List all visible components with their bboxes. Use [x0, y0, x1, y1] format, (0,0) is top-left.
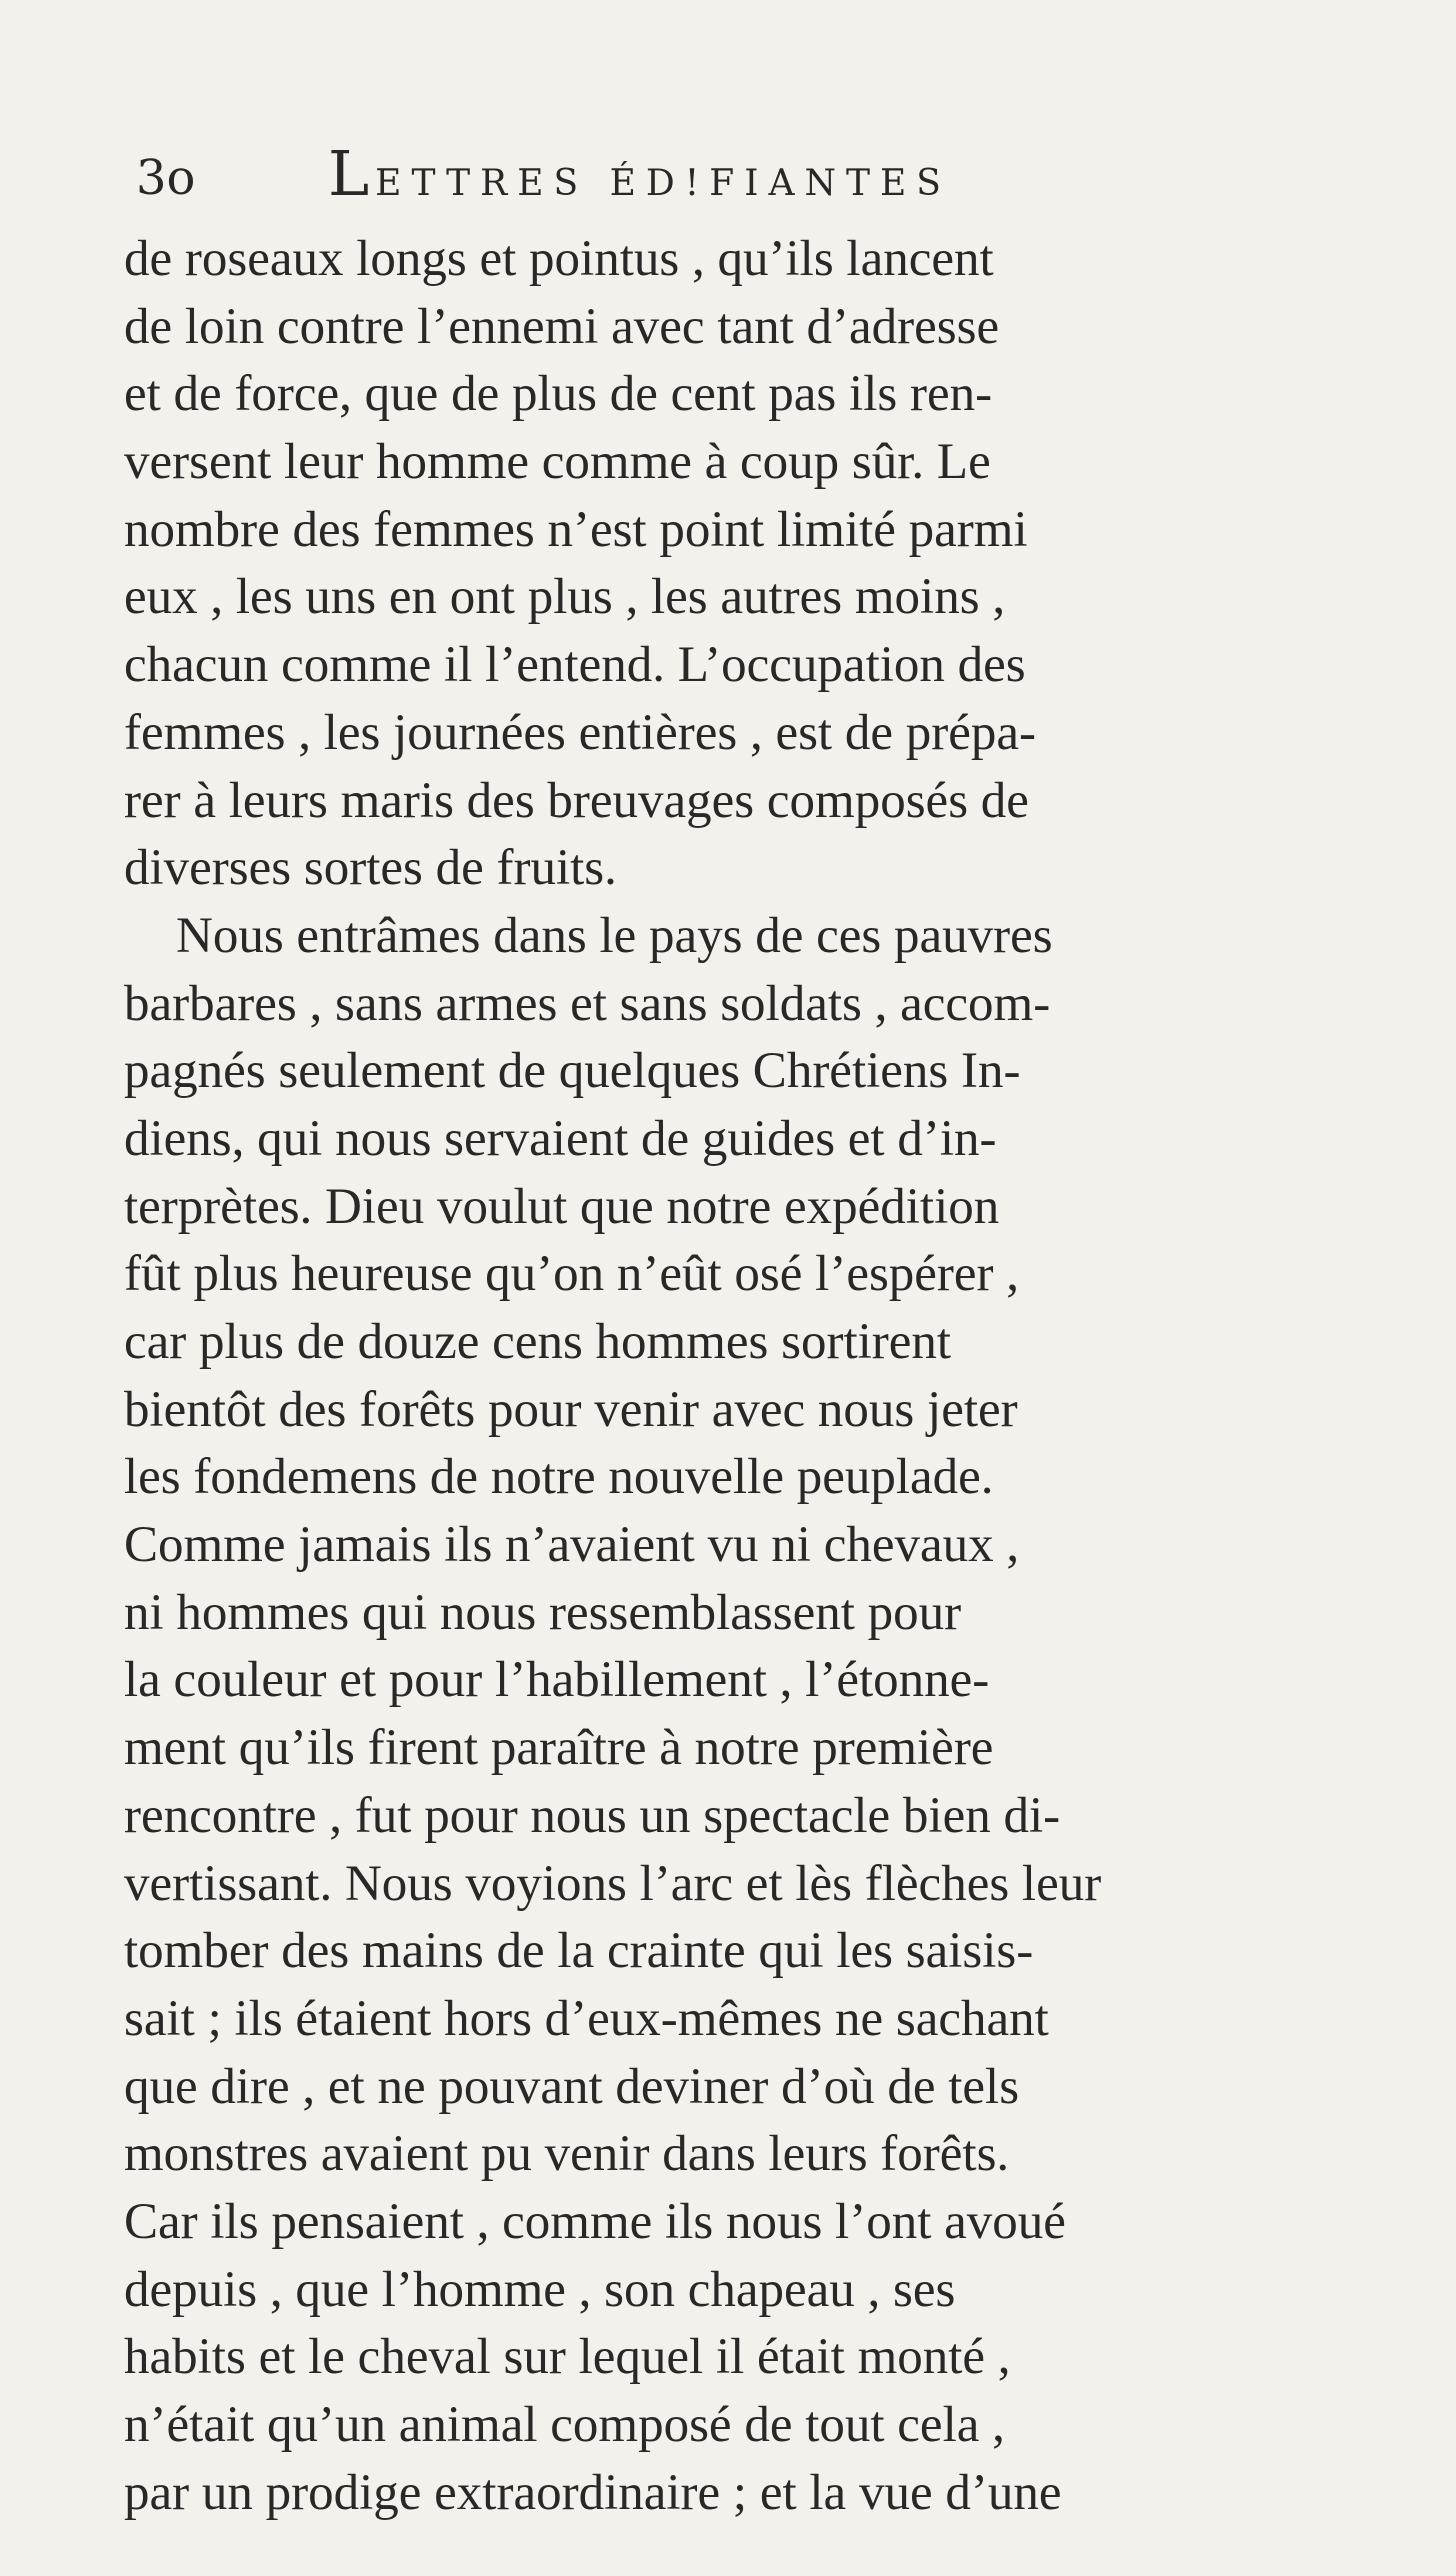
text-line: de loin contre l’ennemi avec tant d’adresse: [124, 298, 1000, 355]
text-line: monstres avaient pu venir dans leurs forêts.: [124, 2126, 1010, 2183]
text-line: bientôt des forêts pour venir avec nous jeter: [124, 1381, 1018, 1438]
text-line: nombre des femmes n’est point limité parmi: [124, 501, 1028, 558]
page-number: 3o: [136, 150, 196, 206]
text-line: Comme jamais ils n’avaient vu ni chevaux ,: [124, 1517, 1020, 1574]
text-line: diverses sortes de fruits.: [124, 840, 617, 897]
text-line: par un prodige extraordinaire ; et la vue d’une: [124, 2464, 1062, 2521]
text-line: barbares , sans armes et sans soldats , accom-: [124, 975, 1051, 1032]
running-title-initial: L: [328, 137, 376, 210]
text-line: chacun comme il l’entend. L’occupation des: [124, 637, 1026, 694]
text-line: les fondemens de notre nouvelle peuplade.: [124, 1449, 994, 1506]
body-text: [124, 226, 1452, 2527]
text-line: rer à leurs maris des breuvages composés de: [124, 772, 1029, 829]
running-title-rest: ETTRES ÉD!FIANTES: [375, 163, 951, 204]
text-line: femmes , les journées entières , est de prépa-: [124, 704, 1036, 761]
text-line: eux , les uns en ont plus , les autres moins ,: [124, 569, 1006, 626]
text-line: sait ; ils étaient hors d’eux-mêmes ne sachant: [124, 1990, 1049, 2047]
text-line: de roseaux longs et pointus , qu’ils lancent: [124, 231, 994, 287]
running-title: [328, 137, 951, 216]
text-line: et de force, que de plus de cent pas ils ren-: [124, 366, 993, 423]
text-line: n’était qu’un animal composé de tout cela ,: [124, 2397, 1005, 2453]
paragraph-start-line: Nous entrâmes dans le pays de ces pauvres: [176, 907, 1053, 964]
text-line: Car ils pensaient , comme ils nous l’ont avoué: [124, 2193, 1066, 2250]
text-line: que dire , et ne pouvant deviner d’où de tels: [124, 2058, 1020, 2115]
text-line: vertissant. Nous voyions l’arc et lès flèches leur: [124, 1855, 1102, 1912]
text-line: tomber des mains de la crainte qui les saisis-: [124, 1923, 1034, 1980]
text-line: depuis , que l’homme , son chapeau , ses: [124, 2261, 956, 2318]
text-line: ni hommes qui nous ressemblassent pour: [124, 1584, 962, 1641]
text-line: ment qu’ils firent paraître à notre première: [124, 1720, 994, 1777]
text-line: diens, qui nous servaient de guides et d’in-: [124, 1110, 997, 1167]
text-line: pagnés seulement de quelques Chrétiens In-: [124, 1043, 1021, 1100]
text-line: habits et le cheval sur lequel il était monté ,: [124, 2329, 1011, 2386]
text-line: versent leur homme comme à coup sûr. Le: [124, 434, 991, 491]
text-line: la couleur et pour l’habillement , l’étonne-: [124, 1652, 990, 1709]
text-line: fût plus heureuse qu’on n’eût osé l’espérer ,: [124, 1246, 1020, 1303]
text-line: rencontre , fut pour nous un spectacle bien di-: [124, 1787, 1061, 1844]
text-line: car plus de douze cens hommes sortirent: [124, 1314, 952, 1370]
text-line: terprètes. Dieu voulut que notre expédition: [124, 1178, 1000, 1235]
